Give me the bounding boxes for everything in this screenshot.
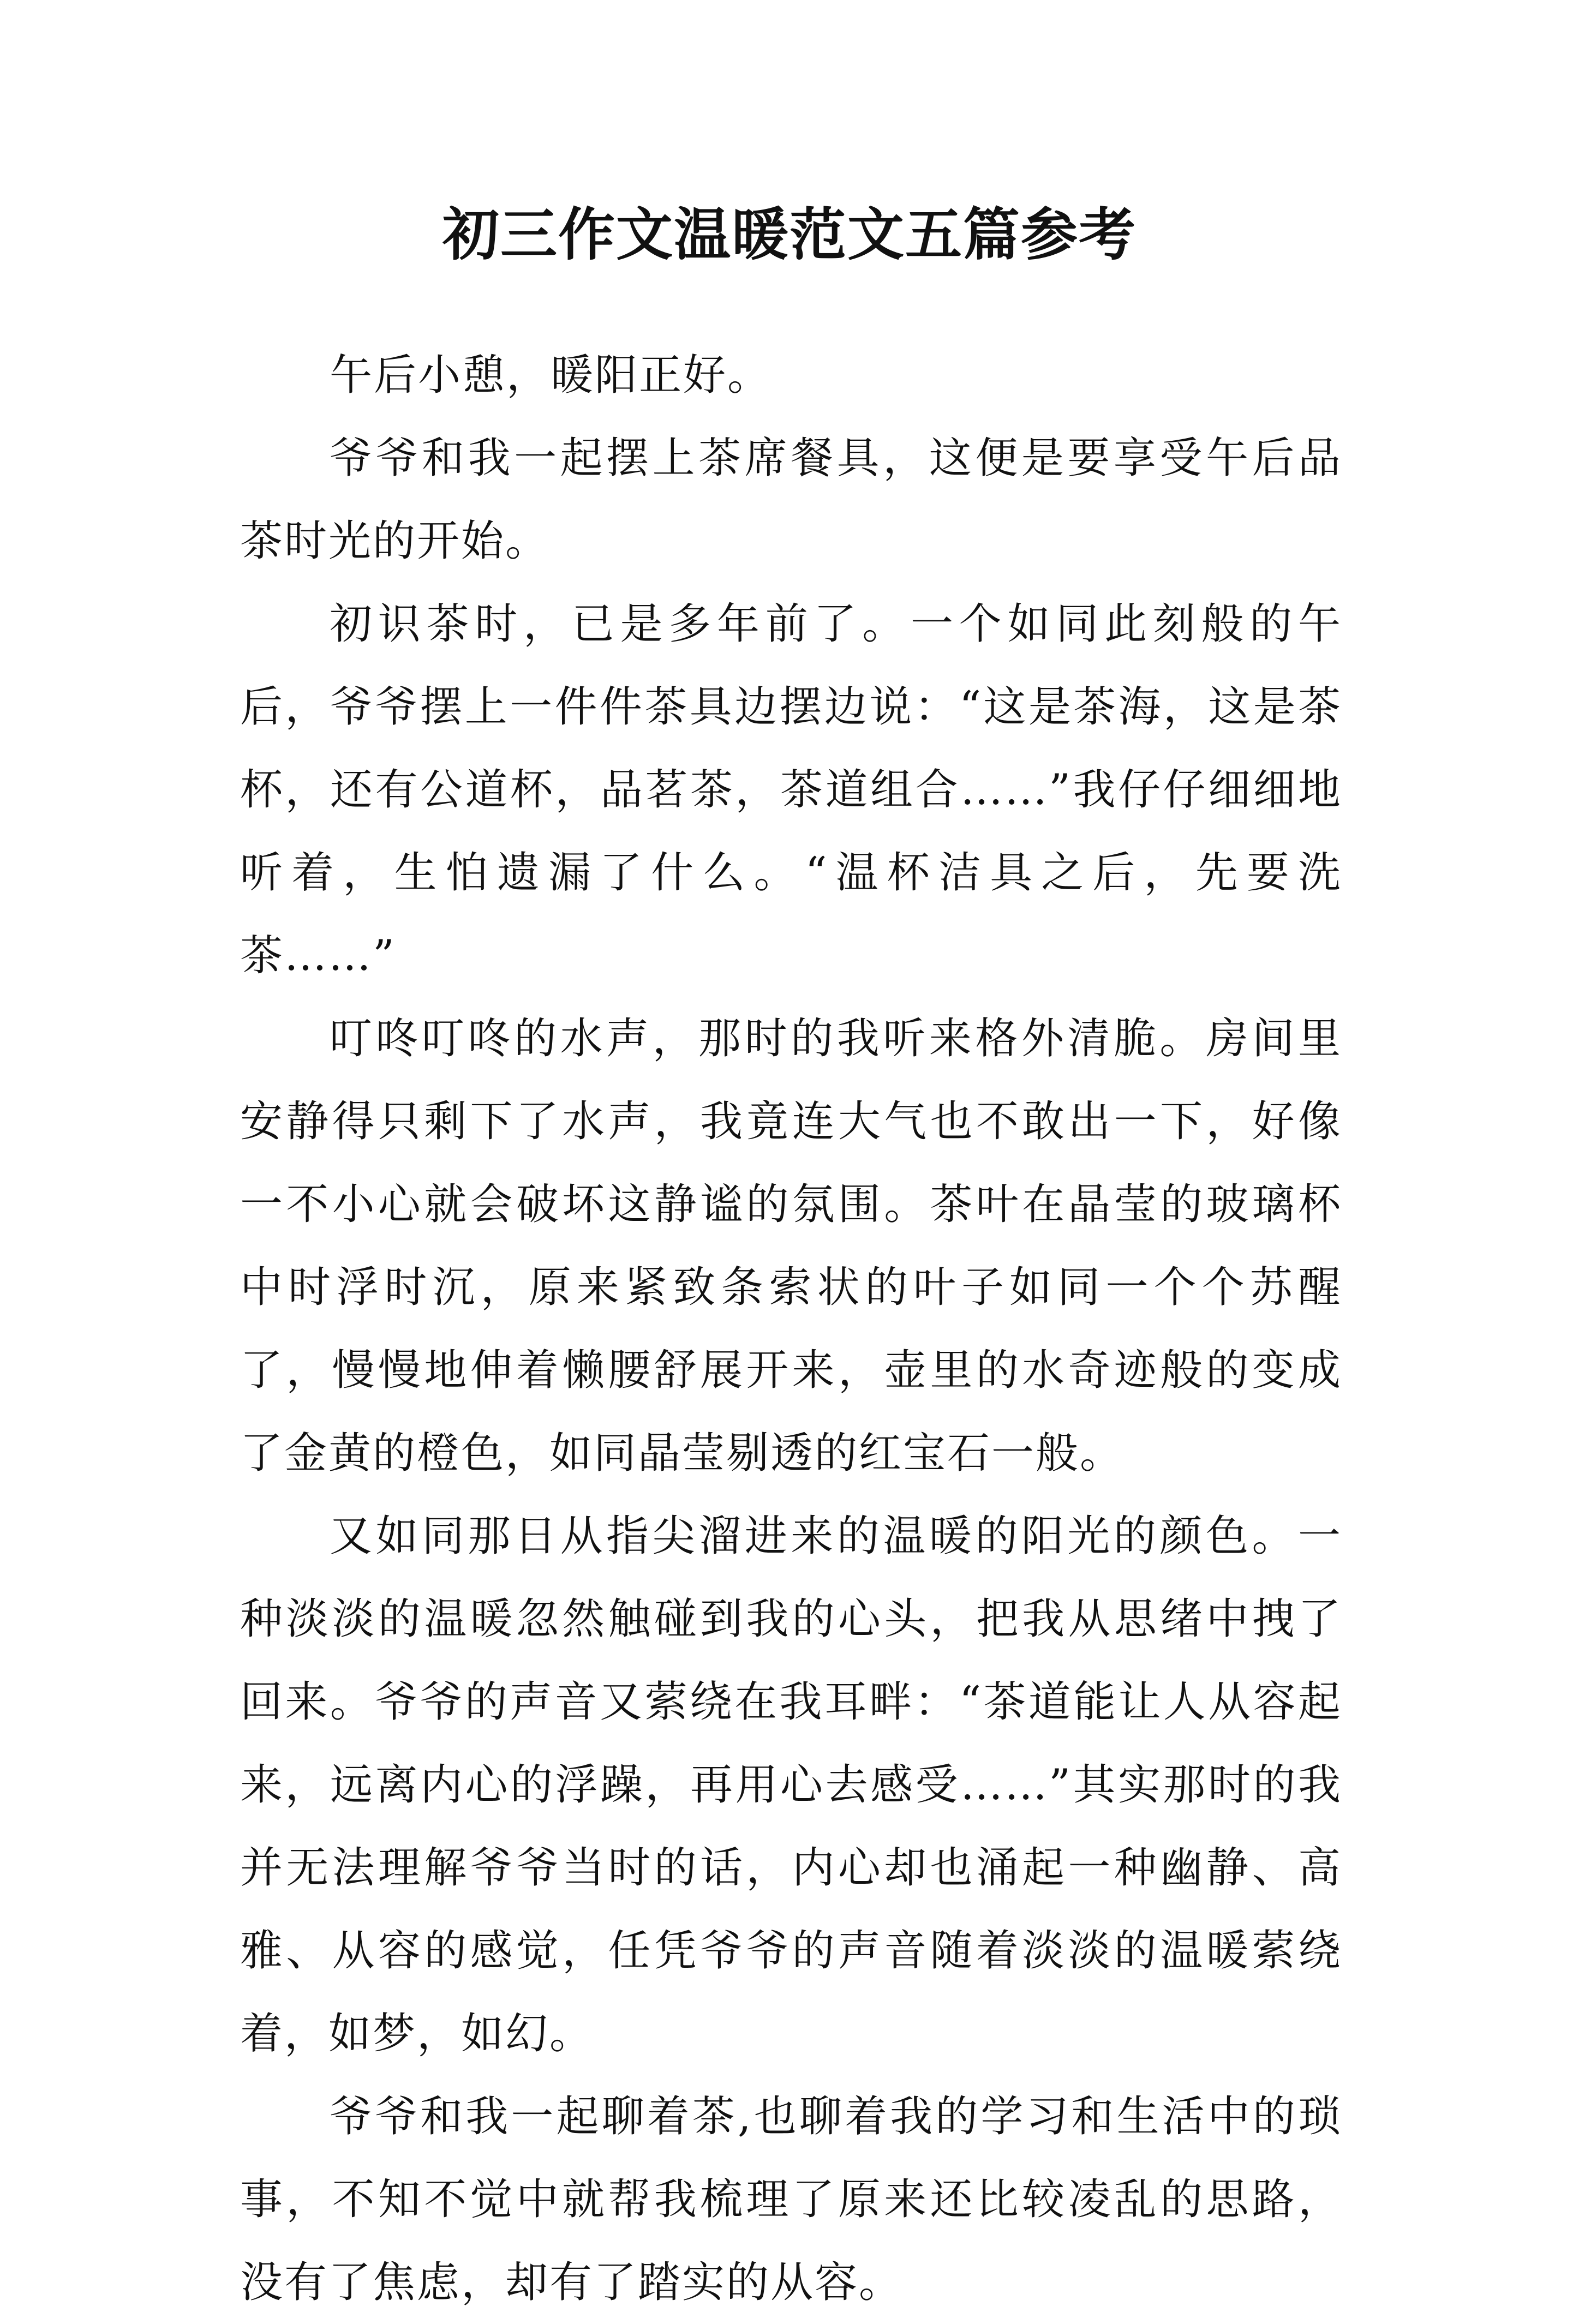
paragraph: 叮咚叮咚的水声，那时的我听来格外清脆。房间里安静得只剩下了水声，我竟连大气也不敢出一下，好像一不小心就会破坏这静谧的氛围。茶叶在晶莹的玻璃杯中时浮时沉，原来紧致条索状的叶子如同一个个苏醒了，慢慢地伸着懒腰舒展开来，壶里的水奇迹般的变成了金黄的橙色，如同晶莹剔透的红宝石一般。 (240, 1014, 1342, 1478)
paragraph: 爷爷和我一起聊着茶,也聊着我的学习和生活中的琐事，不知不觉中就帮我梳理了原来还比较凌乱的思路，没有了焦虑，却有了踏实的从容。 (240, 2092, 1342, 2307)
document-body (240, 334, 1342, 2324)
paragraph: 初识茶时，已是多年前了。一个如同此刻般的午后，爷爷摆上一件件茶具边摆边说：“这是茶海，这是茶杯，还有公道杯，品茗茶，茶道组合……”我仔仔细细地听着，生怕遗漏了什么。“温杯洁具之后，先要洗茶……” (240, 600, 1342, 980)
paragraph: 午后小憩，暖阳正好。 (330, 351, 772, 400)
paragraph: 爷爷和我一起摆上茶席餐具，这便是要享受午后品茶时光的开始。 (240, 434, 1342, 566)
document-title: 初三作文温暖范文五篇参考 (442, 201, 1137, 268)
paragraph: 又如同那日从指尖溜进来的温暖的阳光的颜色。一种淡淡的温暖忽然触碰到我的心头，把我从思绪中拽了回来。爷爷的声音又萦绕在我耳畔：“茶道能让人从容起来，远离内心的浮躁，再用心去感受……”其实那时的我并无法理解爷爷当时的话，内心却也涌起一种幽静、高雅、从容的感觉，任凭爷爷的声音随着淡淡的温暖萦绕着，如梦，如幻。 (240, 1512, 1342, 2058)
